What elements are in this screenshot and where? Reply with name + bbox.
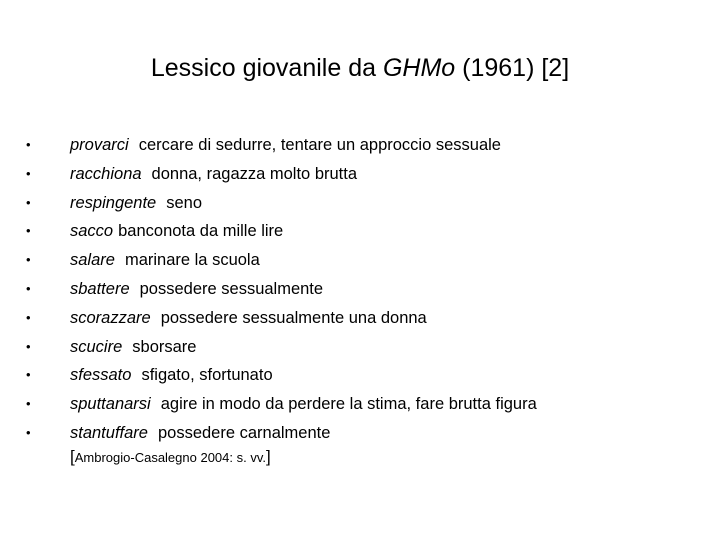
list-item xyxy=(26,304,537,333)
bullet: • xyxy=(26,137,31,152)
glossary-definition: possedere sessualmente xyxy=(139,279,324,298)
list-item xyxy=(26,275,537,304)
glossary-term: sbattere xyxy=(70,279,130,298)
glossary-definition: possedere carnalmente xyxy=(157,423,331,442)
glossary-definition: donna, ragazza molto brutta xyxy=(151,164,358,183)
glossary-list xyxy=(26,131,537,448)
citation-open-bracket: [ xyxy=(70,447,75,466)
glossary-definition: cercare di sedurre, tentare un approccio sessuale xyxy=(138,136,501,154)
bullet: • xyxy=(26,367,31,383)
glossary-term: sfessato xyxy=(70,366,132,385)
glossary-definition: seno xyxy=(166,193,203,212)
glossary-term: stantuffare xyxy=(70,423,148,442)
bullet: • xyxy=(26,194,31,210)
source-citation xyxy=(70,447,271,467)
bullet: • xyxy=(26,338,31,354)
glossary-definition: sfigato, sfortunato xyxy=(141,366,273,385)
glossary-term: provarci xyxy=(70,136,129,154)
glossary-definition: banconota da mille lire xyxy=(118,222,284,241)
bullet: • xyxy=(26,396,31,412)
bullet: • xyxy=(26,223,31,239)
list-item xyxy=(26,361,537,390)
glossary-term: respingente xyxy=(70,193,157,212)
list-item xyxy=(26,246,537,275)
glossary-definition: marinare la scuola xyxy=(124,251,260,270)
list-item xyxy=(26,160,537,189)
citation-close-bracket: ] xyxy=(265,447,271,466)
glossary-term: scorazzare xyxy=(70,308,151,327)
list-item xyxy=(26,217,537,246)
list-item xyxy=(26,419,537,448)
list-item xyxy=(26,189,537,218)
glossary-term: sputtanarsi xyxy=(70,395,151,414)
glossary-definition: possedere sessualmente una donna xyxy=(160,308,427,327)
bullet: • xyxy=(26,252,31,268)
list-item xyxy=(26,131,537,160)
title-emphasis: GHMo xyxy=(382,54,456,82)
title-prefix: Lessico giovanile da xyxy=(150,54,383,82)
citation-text: Ambrogio-Casalegno 2004: s. vv. xyxy=(74,450,266,465)
bullet: • xyxy=(26,424,31,440)
glossary-definition: agire in modo da perdere la stima, fare brutta figura xyxy=(160,395,537,414)
list-item xyxy=(26,333,537,362)
glossary-term: racchiona xyxy=(70,164,142,183)
glossary-definition: sborsare xyxy=(132,337,197,356)
list-item xyxy=(26,390,537,419)
bullet: • xyxy=(26,280,31,296)
bullet: • xyxy=(26,165,31,181)
bullet: • xyxy=(26,309,31,325)
glossary-term: salare xyxy=(70,251,115,270)
glossary-term: sacco xyxy=(70,222,114,241)
page-title xyxy=(0,50,720,86)
title-suffix: (1961) [2] xyxy=(455,54,570,82)
glossary-term: scucire xyxy=(70,337,123,356)
